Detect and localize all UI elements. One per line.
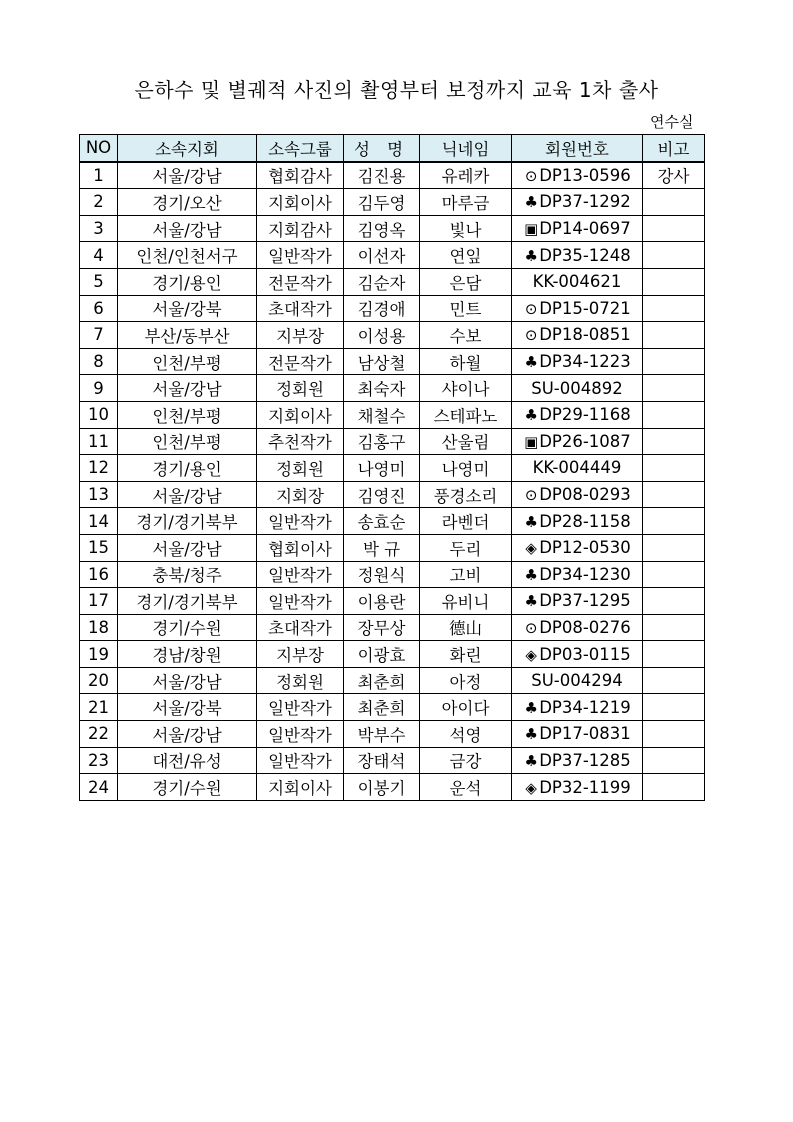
row-nickname: 샤이나 (420, 375, 512, 402)
member-id-text: SU-004892 (531, 378, 623, 398)
row-no: 15 (80, 534, 118, 561)
row-note (643, 215, 705, 242)
member-grade-icon: ♣ (524, 353, 538, 372)
row-note (643, 268, 705, 295)
row-name: 최숙자 (344, 375, 420, 402)
member-grade-icon: ⊙ (524, 166, 538, 185)
row-nickname: 운석 (420, 774, 512, 801)
row-note (643, 375, 705, 402)
row-member-id (512, 561, 643, 588)
member-grade-icon: ▣ (524, 432, 539, 451)
row-group: 일반작가 (257, 242, 344, 269)
document-title: 은하수 및 별궤적 사진의 촬영부터 보정까지 교육 1차 출사 (134, 78, 659, 102)
header-branch: 소속지회 (118, 135, 257, 162)
row-no: 13 (80, 481, 118, 508)
row-group: 초대작가 (257, 295, 344, 322)
row-nickname: 스테파노 (420, 401, 512, 428)
member-id-text: DP34-1219 (539, 697, 631, 717)
row-branch: 서울/강북 (118, 295, 257, 322)
row-group: 협회이사 (257, 534, 344, 561)
row-name: 채철수 (344, 401, 420, 428)
member-grade-icon: ♣ (524, 565, 538, 584)
row-name: 장무상 (344, 614, 420, 641)
row-name: 남상철 (344, 348, 420, 375)
row-no: 5 (80, 268, 118, 295)
row-note (643, 721, 705, 748)
header-no: NO (80, 135, 118, 162)
row-no: 2 (80, 189, 118, 216)
table-header-row (80, 135, 705, 162)
row-no: 16 (80, 561, 118, 588)
row-no: 11 (80, 428, 118, 455)
member-grade-icon: ◈ (525, 539, 537, 558)
row-nickname: 금강 (420, 747, 512, 774)
row-member-id (512, 641, 643, 668)
row-nickname: 고비 (420, 561, 512, 588)
row-nickname: 풍경소리 (420, 481, 512, 508)
row-group: 초대작가 (257, 614, 344, 641)
row-no: 22 (80, 721, 118, 748)
row-note (643, 348, 705, 375)
row-branch: 경기/경기북부 (118, 588, 257, 615)
member-grade-icon: ◈ (525, 778, 537, 797)
member-grade-icon: ⊙ (524, 299, 538, 318)
row-nickname: 화린 (420, 641, 512, 668)
table-row (80, 348, 705, 375)
table-row (80, 401, 705, 428)
row-note (643, 641, 705, 668)
row-group: 지회장 (257, 481, 344, 508)
header-nickname: 닉네임 (420, 135, 512, 162)
row-nickname: 민트 (420, 295, 512, 322)
member-id-text: DP35-1248 (539, 245, 631, 265)
table-row (80, 747, 705, 774)
row-member-id (512, 534, 643, 561)
row-no: 3 (80, 215, 118, 242)
row-member-id (512, 614, 643, 641)
member-grade-icon: ♣ (524, 193, 538, 212)
row-nickname: 나영미 (420, 455, 512, 482)
department-label: 연수실 (650, 113, 694, 131)
member-grade-icon: ▣ (524, 220, 539, 239)
row-name: 정원식 (344, 561, 420, 588)
row-name: 김순자 (344, 268, 420, 295)
row-member-id (512, 189, 643, 216)
row-nickname: 은담 (420, 268, 512, 295)
row-member-id (512, 348, 643, 375)
member-id-text: DP14-0697 (539, 219, 631, 239)
row-member-id (512, 322, 643, 349)
table-row (80, 375, 705, 402)
row-nickname: 두리 (420, 534, 512, 561)
member-grade-icon: ⊙ (524, 326, 538, 345)
row-note (643, 189, 705, 216)
table-row (80, 242, 705, 269)
row-group: 전문작가 (257, 348, 344, 375)
row-note (643, 774, 705, 801)
row-note (643, 455, 705, 482)
member-id-text: DP18-0851 (539, 325, 631, 345)
row-name: 김진용 (344, 162, 420, 189)
table-row (80, 215, 705, 242)
row-name: 김영진 (344, 481, 420, 508)
row-member-id (512, 774, 643, 801)
table-row (80, 322, 705, 349)
row-no: 9 (80, 375, 118, 402)
row-group: 일반작가 (257, 721, 344, 748)
row-name: 이광효 (344, 641, 420, 668)
row-branch: 대전/유성 (118, 747, 257, 774)
row-branch: 인천/인천서구 (118, 242, 257, 269)
row-member-id (512, 667, 643, 694)
row-nickname: 수보 (420, 322, 512, 349)
row-member-id (512, 508, 643, 535)
row-member-id (512, 428, 643, 455)
row-branch: 서울/강남 (118, 162, 257, 189)
row-member-id (512, 242, 643, 269)
table-row (80, 721, 705, 748)
row-note (643, 747, 705, 774)
table-row (80, 295, 705, 322)
row-branch: 인천/부평 (118, 428, 257, 455)
row-group: 일반작가 (257, 508, 344, 535)
row-name: 송효순 (344, 508, 420, 535)
member-id-text: DP08-0276 (539, 617, 631, 637)
table-body (80, 162, 705, 801)
member-grade-icon: ◈ (525, 645, 537, 664)
row-name: 이성용 (344, 322, 420, 349)
row-name: 최춘희 (344, 694, 420, 721)
row-name: 박 규 (344, 534, 420, 561)
row-group: 지회이사 (257, 774, 344, 801)
member-id-text: DP26-1087 (539, 431, 631, 451)
row-nickname: 산울림 (420, 428, 512, 455)
row-name: 나영미 (344, 455, 420, 482)
table-row (80, 667, 705, 694)
row-name: 김경애 (344, 295, 420, 322)
row-branch: 충북/청주 (118, 561, 257, 588)
table-row (80, 508, 705, 535)
row-member-id (512, 375, 643, 402)
row-no: 20 (80, 667, 118, 694)
row-note (643, 295, 705, 322)
table-row (80, 268, 705, 295)
member-id-text: DP37-1295 (539, 591, 631, 611)
row-group: 지부장 (257, 641, 344, 668)
row-group: 정회원 (257, 375, 344, 402)
table-row (80, 428, 705, 455)
header-note: 비고 (643, 135, 705, 162)
member-id-text: DP28-1158 (539, 511, 631, 531)
row-branch: 서울/강남 (118, 721, 257, 748)
row-group: 정회원 (257, 667, 344, 694)
member-id-text: DP17-0831 (539, 724, 631, 744)
row-note (643, 694, 705, 721)
row-branch: 서울/강북 (118, 694, 257, 721)
member-id-text: DP29-1168 (539, 405, 631, 425)
header-name: 성 명 (344, 135, 420, 162)
row-no: 21 (80, 694, 118, 721)
row-name: 최춘희 (344, 667, 420, 694)
row-member-id (512, 401, 643, 428)
row-branch: 서울/강남 (118, 667, 257, 694)
row-group: 추천작가 (257, 428, 344, 455)
table-row (80, 534, 705, 561)
row-no: 23 (80, 747, 118, 774)
row-note (643, 667, 705, 694)
row-nickname: 연잎 (420, 242, 512, 269)
row-name: 김영옥 (344, 215, 420, 242)
member-grade-icon: ♣ (524, 751, 538, 770)
member-id-text: KK-004449 (532, 458, 622, 478)
row-group: 지회감사 (257, 215, 344, 242)
row-nickname: 유레카 (420, 162, 512, 189)
member-id-text: DP08-0293 (539, 485, 631, 505)
row-branch: 인천/부평 (118, 401, 257, 428)
row-member-id (512, 694, 643, 721)
row-nickname: 아정 (420, 667, 512, 694)
row-group: 일반작가 (257, 561, 344, 588)
row-group: 지회이사 (257, 401, 344, 428)
member-id-text: DP32-1199 (539, 777, 631, 797)
table-row (80, 189, 705, 216)
row-nickname: 라벤더 (420, 508, 512, 535)
row-branch: 인천/부평 (118, 348, 257, 375)
member-grade-icon: ♣ (524, 592, 538, 611)
row-member-id (512, 588, 643, 615)
member-grade-icon: ⊙ (524, 618, 538, 637)
member-id-text: DP15-0721 (539, 298, 631, 318)
header-group: 소속그룹 (257, 135, 344, 162)
row-member-id (512, 268, 643, 295)
row-nickname: 유비니 (420, 588, 512, 615)
member-id-text: DP37-1292 (539, 192, 631, 212)
table-row (80, 162, 705, 189)
row-branch: 부산/동부산 (118, 322, 257, 349)
row-group: 협회감사 (257, 162, 344, 189)
row-no: 14 (80, 508, 118, 535)
row-no: 19 (80, 641, 118, 668)
member-grade-icon: ⊙ (524, 486, 538, 505)
row-name: 장태석 (344, 747, 420, 774)
row-name: 김두영 (344, 189, 420, 216)
row-note (643, 508, 705, 535)
row-note (643, 588, 705, 615)
row-member-id (512, 747, 643, 774)
row-branch: 서울/강남 (118, 375, 257, 402)
row-nickname: 빛나 (420, 215, 512, 242)
row-member-id (512, 295, 643, 322)
table-row (80, 774, 705, 801)
member-grade-icon: ♣ (524, 512, 538, 531)
row-branch: 경기/용인 (118, 268, 257, 295)
row-note (643, 428, 705, 455)
row-name: 이용란 (344, 588, 420, 615)
row-group: 일반작가 (257, 747, 344, 774)
row-nickname: 하월 (420, 348, 512, 375)
table-row (80, 455, 705, 482)
row-member-id (512, 481, 643, 508)
row-branch: 경기/오산 (118, 189, 257, 216)
row-member-id (512, 721, 643, 748)
table-row (80, 481, 705, 508)
row-note (643, 242, 705, 269)
row-branch: 경기/수원 (118, 614, 257, 641)
member-id-text: DP34-1230 (539, 564, 631, 584)
row-group: 지부장 (257, 322, 344, 349)
row-no: 24 (80, 774, 118, 801)
row-group: 일반작가 (257, 694, 344, 721)
row-note (643, 614, 705, 641)
member-id-text: DP12-0530 (539, 538, 631, 558)
row-note: 강사 (643, 162, 705, 189)
table-row (80, 641, 705, 668)
row-nickname: 석영 (420, 721, 512, 748)
row-no: 4 (80, 242, 118, 269)
row-member-id (512, 215, 643, 242)
member-grade-icon: ♣ (524, 246, 538, 265)
table-row (80, 561, 705, 588)
row-no: 17 (80, 588, 118, 615)
table-row (80, 694, 705, 721)
row-branch: 경기/경기북부 (118, 508, 257, 535)
row-branch: 경기/수원 (118, 774, 257, 801)
row-note (643, 481, 705, 508)
row-note (643, 561, 705, 588)
row-group: 정회원 (257, 455, 344, 482)
member-grade-icon: ♣ (524, 698, 538, 717)
table-row (80, 588, 705, 615)
row-no: 7 (80, 322, 118, 349)
row-group: 일반작가 (257, 588, 344, 615)
row-member-id (512, 162, 643, 189)
table-row (80, 614, 705, 641)
row-name: 이선자 (344, 242, 420, 269)
member-id-text: KK-004621 (532, 272, 622, 292)
row-note (643, 401, 705, 428)
row-branch: 경남/창원 (118, 641, 257, 668)
row-branch: 서울/강남 (118, 481, 257, 508)
row-nickname: 마루금 (420, 189, 512, 216)
member-id-text: DP37-1285 (539, 750, 631, 770)
row-no: 10 (80, 401, 118, 428)
row-member-id (512, 455, 643, 482)
member-grade-icon: ♣ (524, 406, 538, 425)
row-group: 전문작가 (257, 268, 344, 295)
member-id-text: SU-004294 (531, 671, 623, 691)
row-name: 박부수 (344, 721, 420, 748)
member-grade-icon: ♣ (524, 725, 538, 744)
row-branch: 서울/강남 (118, 534, 257, 561)
row-no: 8 (80, 348, 118, 375)
row-name: 김홍구 (344, 428, 420, 455)
header-member-id: 회원번호 (512, 135, 643, 162)
member-id-text: DP34-1223 (539, 352, 631, 372)
row-no: 12 (80, 455, 118, 482)
row-branch: 서울/강남 (118, 215, 257, 242)
row-note (643, 534, 705, 561)
row-group: 지회이사 (257, 189, 344, 216)
row-nickname: 德山 (420, 614, 512, 641)
row-note (643, 322, 705, 349)
member-id-text: DP13-0596 (539, 165, 631, 185)
row-nickname: 아이다 (420, 694, 512, 721)
row-no: 18 (80, 614, 118, 641)
participant-table (79, 134, 705, 801)
row-no: 1 (80, 162, 118, 189)
row-no: 6 (80, 295, 118, 322)
member-id-text: DP03-0115 (539, 644, 631, 664)
row-name: 이봉기 (344, 774, 420, 801)
row-branch: 경기/용인 (118, 455, 257, 482)
